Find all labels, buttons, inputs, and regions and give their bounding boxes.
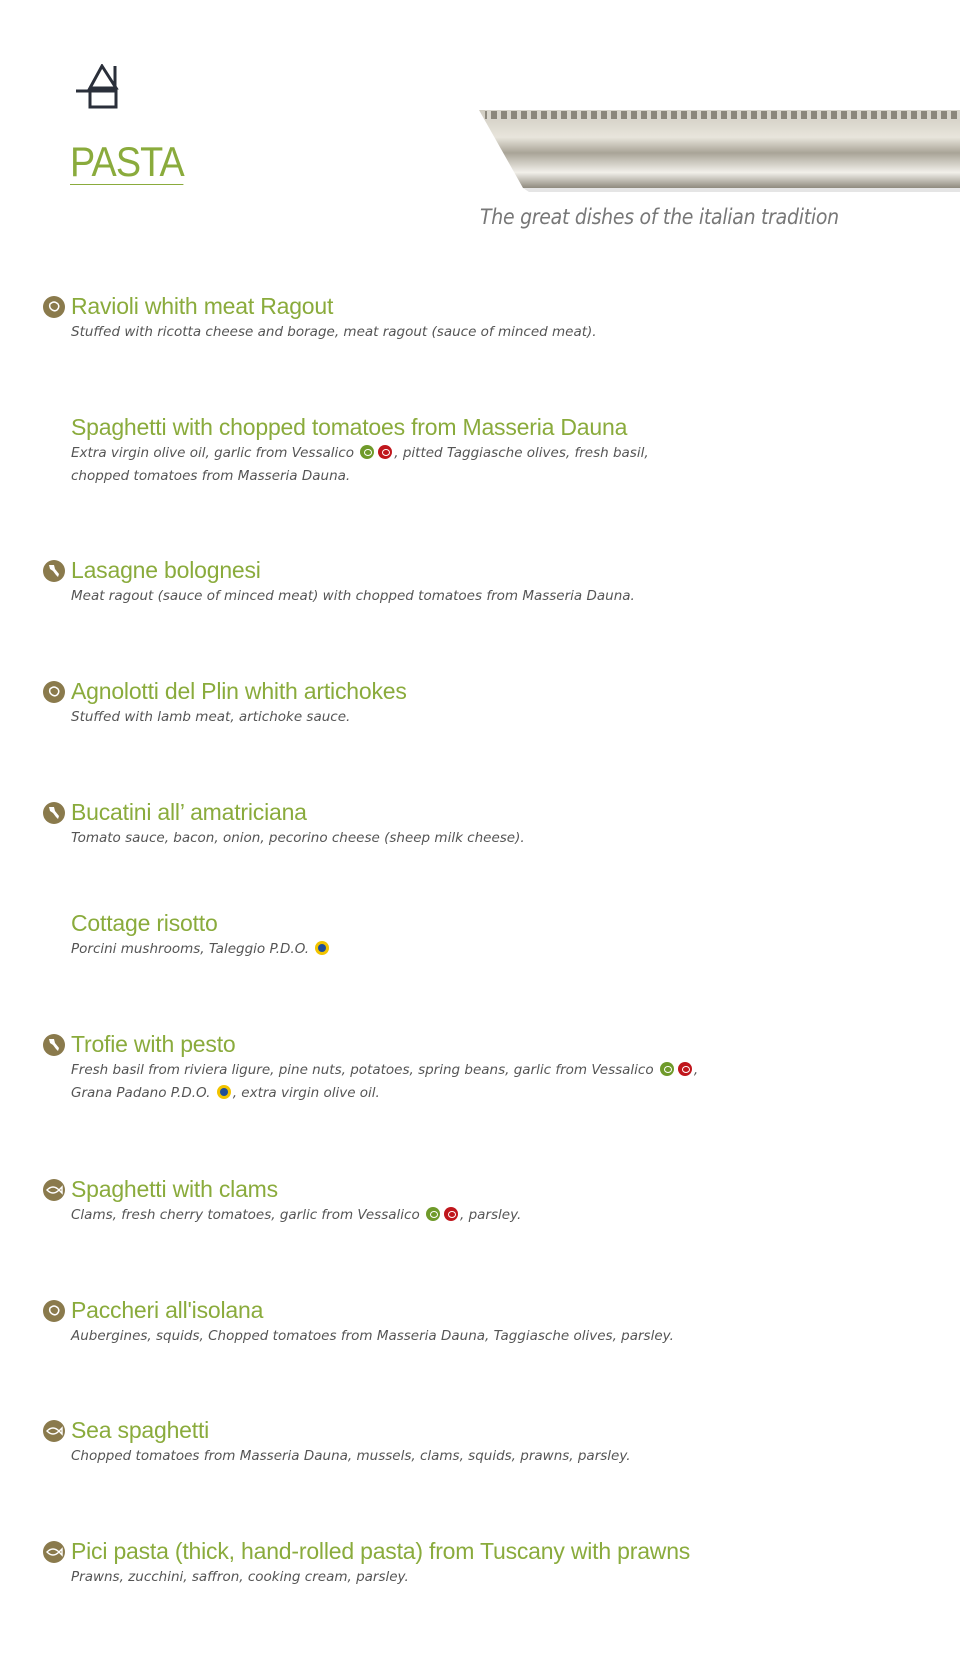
fish-icon — [43, 1541, 65, 1563]
menu-item-title: Spaghetti with clams — [71, 1176, 278, 1202]
meat-icon — [43, 1300, 65, 1322]
description-line — [71, 1059, 698, 1082]
decorative-frame-molding — [479, 110, 960, 192]
description-text: Clams, fresh cherry tomatoes, garlic from Vessalico — [71, 1207, 424, 1223]
menu-item-title: Sea spaghetti — [71, 1417, 210, 1443]
menu-item-description — [71, 1059, 698, 1105]
menu-item-description — [71, 1204, 521, 1227]
menu-item-title: Lasagne bolognesi — [71, 557, 261, 583]
dop-badge-icon — [217, 1085, 231, 1099]
description-line — [71, 465, 649, 488]
description-line — [71, 706, 350, 729]
menu-item-description — [71, 585, 635, 608]
slow-food-badge-icon — [678, 1062, 692, 1076]
menu-item-title: Bucatini all’ amatriciana — [71, 799, 307, 825]
description-text: Porcini mushrooms, Taleggio P.D.O. — [71, 941, 314, 957]
menu-item-description — [71, 1445, 631, 1468]
menu-item-title: Agnolotti del Plin whith artichokes — [71, 678, 407, 704]
italy-map-icon — [43, 560, 65, 582]
menu-item-description — [71, 321, 597, 344]
menu-item-title: Trofie with pesto — [71, 1031, 236, 1057]
description-line — [71, 1082, 698, 1105]
description-text: , — [693, 1062, 699, 1078]
description-text: Chopped tomatoes from Masseria Dauna, mussels, clams, squids, prawns, parsley. — [71, 1448, 631, 1464]
dop-badge-icon — [315, 941, 329, 955]
description-line — [71, 938, 331, 961]
description-text: Fresh basil from riviera ligure, pine nuts, potatoes, spring beans, garlic from Vessalico — [71, 1062, 658, 1078]
menu-item-title: Ravioli whith meat Ragout — [71, 293, 334, 319]
description-text: Stuffed with lamb meat, artichoke sauce. — [71, 709, 351, 725]
description-line — [71, 442, 649, 465]
menu-item-title: Spaghetti with chopped tomatoes from Masseria Dauna — [71, 414, 628, 440]
menu-item-description — [71, 442, 649, 488]
menu-item-description — [71, 938, 331, 961]
slow-food-badge-icon — [444, 1207, 458, 1221]
description-text: , parsley. — [460, 1207, 522, 1223]
menu-item-description — [71, 706, 350, 729]
description-line — [71, 1445, 631, 1468]
fish-icon — [43, 1179, 65, 1201]
slow-food-badge-icon — [378, 445, 392, 459]
menu-item-description — [71, 1325, 674, 1348]
description-text: Grana Padano P.D.O. — [71, 1085, 215, 1101]
meat-icon — [43, 681, 65, 703]
meat-icon — [43, 296, 65, 318]
description-text: , pitted Taggiasche olives, fresh basil, — [394, 445, 649, 461]
menu-item-description — [71, 827, 525, 850]
organic-bio-badge-icon — [660, 1062, 674, 1076]
description-line — [71, 321, 597, 344]
organic-bio-badge-icon — [426, 1207, 440, 1221]
description-line — [71, 827, 525, 850]
description-line — [71, 1204, 521, 1227]
menu-item-description — [71, 1566, 409, 1589]
house-logo-icon — [76, 64, 136, 110]
fish-icon — [43, 1420, 65, 1442]
description-line — [71, 1566, 409, 1589]
description-text: Extra virgin olive oil, garlic from Vessalico — [71, 445, 359, 461]
page-title: PASTA — [70, 138, 184, 185]
description-line — [71, 585, 635, 608]
menu-item-title: Paccheri all'isolana — [71, 1297, 264, 1323]
menu-item-title: Pici pasta (thick, hand-rolled pasta) from Tuscany with prawns — [71, 1538, 691, 1564]
description-text: Stuffed with ricotta cheese and borage, meat ragout (sauce of minced meat). — [71, 324, 597, 340]
description-text: chopped tomatoes from Masseria Dauna. — [71, 468, 351, 484]
description-text: Meat ragout (sauce of minced meat) with chopped tomatoes from Masseria Dauna. — [71, 588, 635, 604]
tagline: The great dishes of the italian tradition — [480, 205, 839, 229]
description-text: Tomato sauce, bacon, onion, pecorino cheese (sheep milk cheese). — [71, 830, 525, 846]
organic-bio-badge-icon — [360, 445, 374, 459]
menu-item-title: Cottage risotto — [71, 910, 218, 936]
description-text: , extra virgin olive oil. — [232, 1085, 380, 1101]
description-text: Aubergines, squids, Chopped tomatoes from Masseria Dauna, Taggiasche olives, parsley. — [71, 1328, 674, 1344]
description-text: Prawns, zucchini, saffron, cooking cream, parsley. — [71, 1569, 409, 1585]
italy-map-icon — [43, 802, 65, 824]
italy-map-icon — [43, 1034, 65, 1056]
description-line — [71, 1325, 674, 1348]
